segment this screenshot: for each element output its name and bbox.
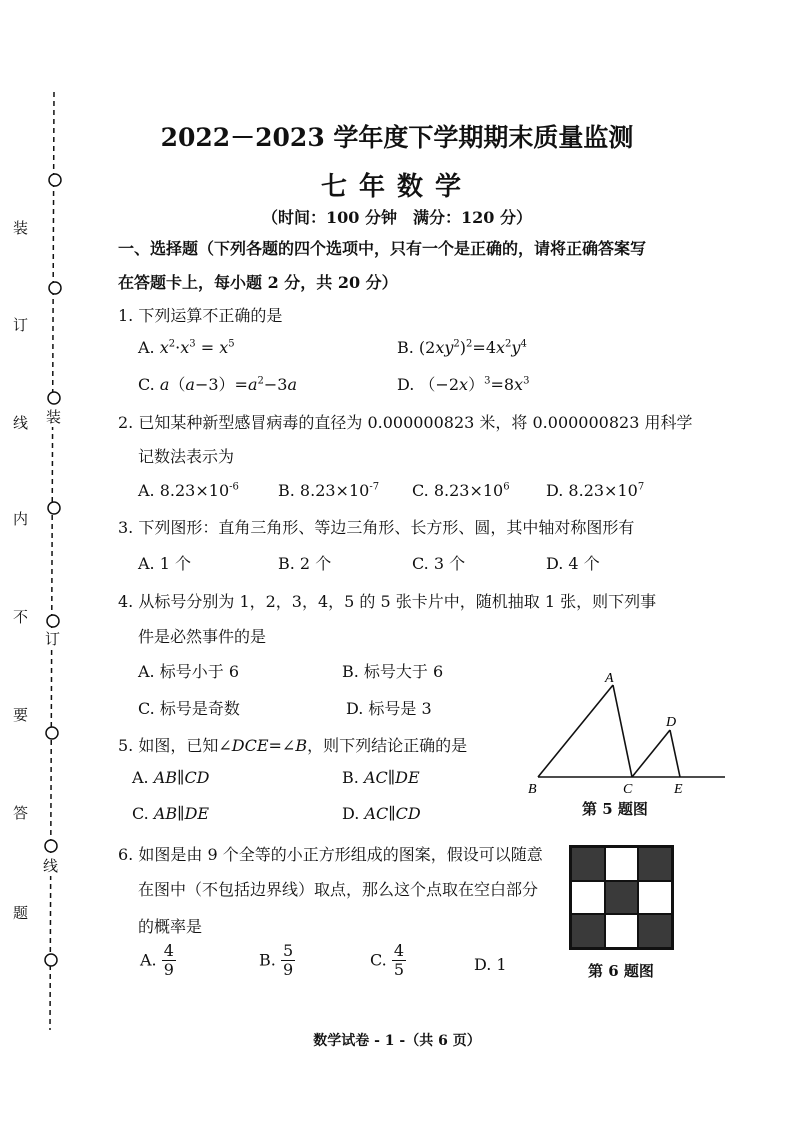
segment-ac: [613, 685, 632, 777]
question-2-stem-cont: 记数法表示为: [138, 447, 235, 466]
point-label-c: C: [623, 782, 633, 797]
question-1-stem: 1. 下列运算不正确的是: [118, 306, 283, 325]
point-label-e: E: [674, 782, 683, 797]
margin-label: 不: [13, 608, 29, 626]
binding-hole: [45, 954, 57, 966]
fraction: $\frac{5}{9}$: [282, 941, 294, 980]
page-footer: 数学试卷 - 1 -（共 6 页）: [313, 1033, 481, 1049]
margin-label: 题: [13, 904, 29, 922]
q1-option-b: B. $(2xy^2)^2=4x^2y^4$: [397, 338, 527, 357]
fraction: $\frac{4}{9}$: [163, 941, 174, 980]
question-5-stem: 5. 如图，已知∠DCE=∠B，则下列结论正确的是: [118, 736, 468, 755]
grid-cell-blank: [638, 881, 672, 915]
fraction: $\frac{4}{5}$: [393, 941, 405, 980]
binding-label: 线: [43, 857, 59, 875]
margin-label: 要: [13, 706, 29, 724]
section-heading-line: 一、选择题（下列各题的四个选项中，只有一个是正确的，请将正确答案写: [118, 239, 647, 258]
point-label-d: D: [666, 715, 677, 730]
grid-cell-blank: [605, 914, 639, 948]
margin-label: 内: [13, 510, 29, 528]
exam-time-info: （时间：100 分钟 满分：120 分）: [262, 208, 532, 227]
q4-option-a: A. 标号小于 6: [138, 662, 239, 681]
q5-figure-caption: 第 5 题图: [582, 800, 648, 818]
q6-option-b: B. $\frac{5}{9}$: [259, 941, 294, 980]
segment-de: [670, 730, 680, 777]
q5-option-a: A. AB∥CD: [132, 768, 210, 787]
segment-ab: [538, 685, 613, 777]
binding-hole: [46, 727, 58, 739]
q6-option-a: A. $\frac{4}{9}$: [140, 941, 174, 980]
margin-label: 装: [13, 219, 29, 237]
question-2-stem: 2. 已知某种新型感冒病毒的直径为 0.000000823 米，将 0.000000823 用科学: [118, 413, 693, 432]
q3-option-a: A. 1 个: [138, 554, 191, 573]
q4-option-c: C. 标号是奇数: [138, 699, 240, 718]
q2-option-c: C. $8.23\times 10^6$: [412, 481, 510, 500]
grid-cell-shaded: [638, 847, 672, 881]
question-6-stem: 6. 如图是由 9 个全等的小正方形组成的图案，假设可以随意: [118, 845, 543, 864]
question-4-stem: 4. 从标号分别为 1，2，3，4，5 的 5 张卡片中，随机抽取 1 张，则下列事: [118, 592, 657, 611]
q5-option-b: B. AC∥DE: [342, 768, 420, 787]
q2-option-b: B. $8.23\times 10^{-7}$: [278, 481, 380, 500]
q4-option-d: D. 标号是 3: [346, 699, 432, 718]
binding-hole: [48, 392, 60, 404]
grid-cell-shaded: [571, 847, 605, 881]
binding-label: 订: [45, 630, 61, 648]
q4-option-b: B. 标号大于 6: [342, 662, 444, 681]
q6-figure-caption: 第 6 题图: [588, 962, 654, 980]
grid-cell-shaded: [638, 914, 672, 948]
q1-option-c: C. $a(a-3)=a^2-3a$: [138, 375, 298, 394]
question-4-stem-cont: 件是必然事件的是: [138, 627, 267, 646]
grid-cell-shaded: [571, 914, 605, 948]
q5-triangle-figure: [520, 668, 730, 798]
exam-subject: 七年数学: [320, 172, 473, 202]
q3-option-b: B. 2 个: [278, 554, 332, 573]
binding-dashed-line: [50, 92, 54, 1030]
grid-cell-blank: [571, 881, 605, 915]
q5-option-d: D. AC∥CD: [342, 804, 421, 823]
binding-hole: [47, 615, 59, 627]
point-label-b: B: [528, 782, 537, 797]
q1-option-a: A. $x^2\cdot x^3 = x^5$: [138, 338, 235, 357]
question-3-stem: 3. 下列图形：直角三角形、等边三角形、长方形、圆，其中轴对称图形有: [118, 518, 635, 537]
question-6-stem-cont: 的概率是: [138, 917, 203, 936]
binding-hole: [49, 282, 61, 294]
q6-option-d: D. 1: [474, 955, 507, 974]
grid-cell-shaded: [605, 881, 639, 915]
q3-option-c: C. 3 个: [412, 554, 466, 573]
exam-title: 2022－2023 学年度下学期期末质量监测: [160, 123, 634, 152]
q6-square-grid: [569, 845, 674, 950]
binding-label: 装: [46, 408, 62, 426]
question-6-stem-cont: 在图中（不包括边界线）取点，那么这个点取在空白部分: [138, 880, 539, 899]
q2-option-d: D. $8.23\times 10^7$: [546, 481, 645, 500]
margin-label: 答: [13, 804, 29, 822]
margin-label: 线: [13, 414, 29, 432]
grid-cell-blank: [605, 847, 639, 881]
margin-label: 订: [13, 316, 29, 334]
point-label-a: A: [605, 671, 614, 686]
q6-option-c: C. $\frac{4}{5}$: [370, 941, 405, 980]
q3-option-d: D. 4 个: [546, 554, 600, 573]
q5-option-c: C. AB∥DE: [132, 804, 210, 823]
q1-option-d: D. $(-2x)^3=8x^3$: [397, 375, 530, 394]
q2-option-a: A. $8.23\times 10^{-6}$: [138, 481, 239, 500]
binding-hole: [48, 502, 60, 514]
section-heading-line: 在答题卡上，每小题 2 分，共 20 分）: [118, 273, 398, 292]
binding-hole: [45, 840, 57, 852]
segment-cd: [632, 730, 670, 777]
